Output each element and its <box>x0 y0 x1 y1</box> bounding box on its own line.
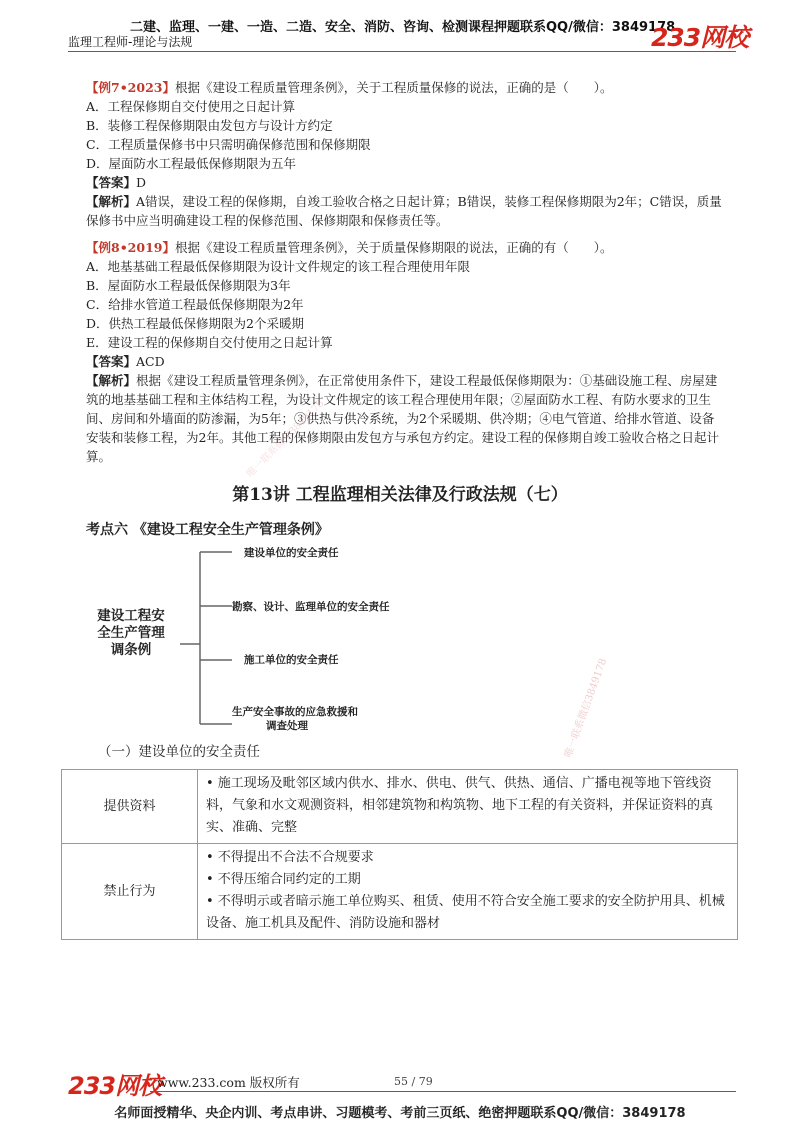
example7-option-d: D．屋面防水工程最低保修期限为五年 <box>86 156 297 171</box>
responsibility-table <box>61 769 738 940</box>
example7-analysis-text: A错误，建设工程的保修期，自竣工验收合格之日起计算；B错误，装修工程保修期限为2年；C错误，质量保修书中应当明确建设工程的保修范围、保修期限和保修责任等。 <box>86 194 722 228</box>
table-bullet: • 不得压缩合同约定的工期 <box>206 872 361 887</box>
header-logo: 233网校 <box>651 23 749 52</box>
footer-promo-line: 名师面授精华、央企内训、考点串讲、习题模考、考前三页纸、绝密押题联系QQ/微信：3849178 <box>114 1106 686 1121</box>
table-row-content <box>198 844 738 940</box>
mindmap-branch-contractor: 施工单位的安全责任 <box>244 654 339 666</box>
mindmap-bracket <box>180 552 232 724</box>
table-bullet: • 施工现场及毗邻区域内供水、排水、供电、供气、供热、通信、广播电视等地下管线资料，气象和水文观测资料，相邻建筑物和构筑物、地下工程的有关资料，并保证资料的真实、准确、完整 <box>206 776 714 835</box>
mindmap-root-line: 建设工程安 <box>97 608 165 624</box>
footer-divider <box>150 1091 736 1092</box>
table-row <box>62 844 738 940</box>
table-row-label: 禁止行为 <box>62 844 198 940</box>
table-row-content <box>198 770 738 844</box>
example7-answer-label: 【答案】 <box>86 175 137 190</box>
footer-site-link[interactable]: www.233.com 版权所有 <box>157 1075 300 1090</box>
table-bullet: • 不得明示或者暗示施工单位购买、租赁、使用不符合安全施工要求的安全防护用具、机械设备、施工机具及配件、消防设施和器材 <box>206 894 725 931</box>
example7-analysis <box>86 192 726 230</box>
example8-answer-value: ACD <box>136 354 165 369</box>
footer-logo: 233网校 <box>68 1072 162 1100</box>
example8-option-b: B．屋面防水工程最低保修期限为3年 <box>86 278 291 293</box>
example8-analysis-label: 【解析】 <box>86 373 137 388</box>
example8-option-c: C．给排水管道工程最低保修期限为2年 <box>86 297 304 312</box>
mindmap-branch-survey-design-supervision: 勘察、设计、监理单位的安全责任 <box>232 601 390 613</box>
example7-question: 根据《建设工程质量管理条例》，关于工程质量保修的说法，正确的是（ ）。 <box>174 80 613 95</box>
subsection-title: （一）建设单位的安全责任 <box>98 744 260 760</box>
table-row-label: 提供资料 <box>62 770 198 844</box>
mindmap-branch-owner: 建设单位的安全责任 <box>244 547 339 559</box>
example8-option-d: D．供热工程最低保修期限为2个采暖期 <box>86 316 304 331</box>
mindmap-branch-emergency-line2: 调查处理 <box>266 720 308 732</box>
table-bullet: • 不得提出不合法不合规要求 <box>206 850 374 865</box>
example7-tag: 【例7•2023】 <box>86 80 175 95</box>
section-title: 第13讲 工程监理相关法律及行政法规（七） <box>232 485 568 505</box>
example8-tag: 【例8•2019】 <box>86 240 175 255</box>
example8-analysis <box>86 371 726 466</box>
table-row <box>62 770 738 844</box>
example8-option-a: A．地基基础工程最低保修期限为设计文件规定的该工程合理使用年限 <box>86 259 471 274</box>
example7-answer-value: D <box>136 175 147 190</box>
example7-option-b: B．装修工程保修期限由发包方与设计方约定 <box>86 118 333 133</box>
example8-answer-label: 【答案】 <box>86 354 137 369</box>
header-subtitle: 监理工程师-理论与法规 <box>68 35 193 49</box>
header-divider <box>68 51 736 52</box>
example7-option-c: C．工程质量保修书中只需明确保修范围和保修期限 <box>86 137 371 152</box>
mindmap-root-line: 全生产管理 <box>97 625 165 641</box>
example7-answer <box>86 173 146 192</box>
example8-analysis-text: 根据《建设工程质量管理条例》，在正常使用条件下，建设工程最低保修期限为：①基础设施工程、房屋建筑的地基基础工程和主体结构工程，为设计文件规定的该工程合理使用年限；②屋面防水工程、有防水要求的卫生间、房间和外墙面的防渗漏，为5年；③供热与供冷系统，为2个采暖期、供冷期；④电气管道、给排水管道、设备安装和装修工程，为2年。其他工程的保修期限由发包方与承包方约定。建设工程的保修期自竣工验收合格之日起计算。 <box>86 373 719 464</box>
mindmap-branch-emergency: 生产安全事故的应急救援和 <box>232 706 358 718</box>
header-promo-line: 二建、监理、一建、一造、二造、安全、消防、咨询、检测课程押题联系QQ/微信：3849178 <box>130 20 676 35</box>
mindmap-root <box>84 608 178 659</box>
watermark: 唯一联系微信3849178 <box>244 398 327 480</box>
example7-question-line <box>86 78 613 97</box>
example8-question: 根据《建设工程质量管理条例》，关于质量保修期限的说法，正确的有（ ）。 <box>174 240 613 255</box>
kaodian-heading: 考点六 《建设工程安全生产管理条例》 <box>86 522 329 538</box>
example8-answer <box>86 352 165 371</box>
example8-option-e: E．建设工程的保修期自交付使用之日起计算 <box>86 335 333 350</box>
page-number: 55 / 79 <box>394 1075 433 1088</box>
example7-analysis-label: 【解析】 <box>86 194 137 209</box>
watermark: 唯一联系微信3849178 <box>563 657 610 760</box>
mindmap-root-line: 调条例 <box>110 642 152 658</box>
example8-question-line <box>86 238 613 257</box>
example7-option-a: A．工程保修期自交付使用之日起计算 <box>86 99 296 114</box>
